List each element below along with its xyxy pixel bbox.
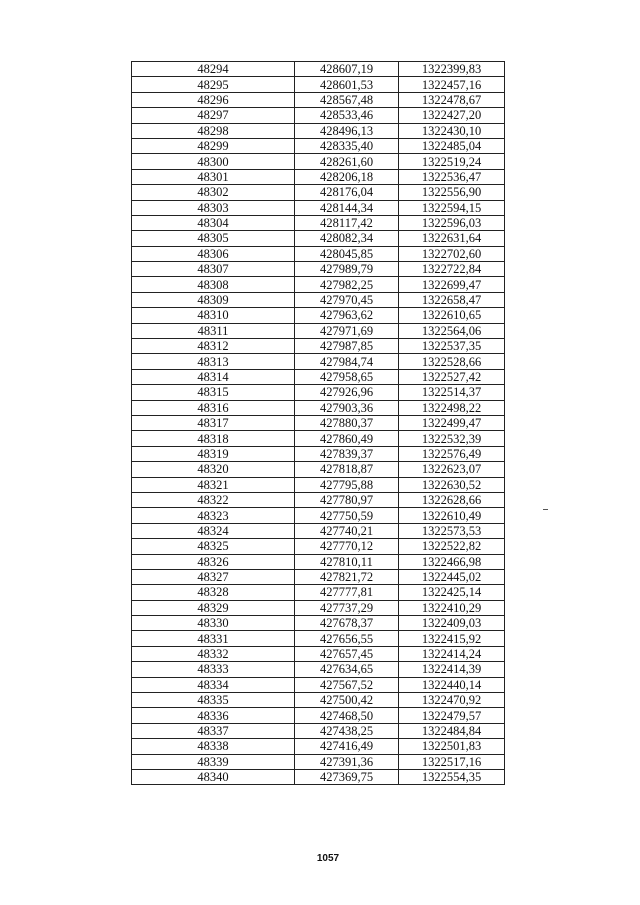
- x-coordinate-cell: 427880,37: [295, 415, 399, 430]
- table-row: [132, 123, 505, 138]
- y-coordinate-cell: 1322415,92: [399, 631, 505, 646]
- point-number-cell: 48318: [132, 431, 295, 446]
- table-row: [132, 262, 505, 277]
- x-coordinate-cell: 427500,42: [295, 693, 399, 708]
- x-coordinate-cell: 428176,04: [295, 185, 399, 200]
- x-coordinate-cell: 427989,79: [295, 262, 399, 277]
- y-coordinate-cell: 1322556,90: [399, 185, 505, 200]
- point-number-cell: 48328: [132, 585, 295, 600]
- x-coordinate-cell: 427740,21: [295, 523, 399, 538]
- table-row: [132, 769, 505, 784]
- point-number-cell: 48301: [132, 169, 295, 184]
- table-row: [132, 323, 505, 338]
- point-number-cell: 48297: [132, 108, 295, 123]
- point-number-cell: 48334: [132, 677, 295, 692]
- x-coordinate-cell: 427634,65: [295, 662, 399, 677]
- table-row: [132, 600, 505, 615]
- table-row: [132, 169, 505, 184]
- x-coordinate-cell: 427770,12: [295, 539, 399, 554]
- point-number-cell: 48316: [132, 400, 295, 415]
- table-row: [132, 385, 505, 400]
- y-coordinate-cell: 1322499,47: [399, 415, 505, 430]
- x-coordinate-cell: 428601,53: [295, 77, 399, 92]
- table-row: [132, 477, 505, 492]
- x-coordinate-cell: 427984,74: [295, 354, 399, 369]
- point-number-cell: 48310: [132, 308, 295, 323]
- point-number-cell: 48298: [132, 123, 295, 138]
- x-coordinate-cell: 427416,49: [295, 739, 399, 754]
- x-coordinate-cell: 428496,13: [295, 123, 399, 138]
- y-coordinate-cell: 1322498,22: [399, 400, 505, 415]
- point-number-cell: 48303: [132, 200, 295, 215]
- point-number-cell: 48326: [132, 554, 295, 569]
- table-row: [132, 77, 505, 92]
- x-coordinate-cell: 427810,11: [295, 554, 399, 569]
- point-number-cell: 48311: [132, 323, 295, 338]
- x-coordinate-cell: 428045,85: [295, 246, 399, 261]
- point-number-cell: 48338: [132, 739, 295, 754]
- y-coordinate-cell: 1322532,39: [399, 431, 505, 446]
- y-coordinate-cell: 1322485,04: [399, 138, 505, 153]
- x-coordinate-cell: 428144,34: [295, 200, 399, 215]
- x-coordinate-cell: 427958,65: [295, 369, 399, 384]
- y-coordinate-cell: 1322427,20: [399, 108, 505, 123]
- x-coordinate-cell: 427369,75: [295, 769, 399, 784]
- table-row: [132, 277, 505, 292]
- table-row: [132, 646, 505, 661]
- table-row: [132, 693, 505, 708]
- y-coordinate-cell: 1322528,66: [399, 354, 505, 369]
- y-coordinate-cell: 1322537,35: [399, 339, 505, 354]
- y-coordinate-cell: 1322399,83: [399, 62, 505, 77]
- y-coordinate-cell: 1322564,06: [399, 323, 505, 338]
- y-coordinate-cell: 1322519,24: [399, 154, 505, 169]
- x-coordinate-cell: 427795,88: [295, 477, 399, 492]
- table-row: [132, 339, 505, 354]
- x-coordinate-cell: 427971,69: [295, 323, 399, 338]
- table-row: [132, 492, 505, 507]
- x-coordinate-cell: 427777,81: [295, 585, 399, 600]
- table-row: [132, 523, 505, 538]
- table-row: [132, 708, 505, 723]
- x-coordinate-cell: 428567,48: [295, 92, 399, 107]
- table-row: [132, 662, 505, 677]
- point-number-cell: 48321: [132, 477, 295, 492]
- table-row: [132, 539, 505, 554]
- y-coordinate-cell: 1322425,14: [399, 585, 505, 600]
- x-coordinate-cell: 427926,96: [295, 385, 399, 400]
- y-coordinate-cell: 1322409,03: [399, 616, 505, 631]
- table-row: [132, 215, 505, 230]
- x-coordinate-cell: 427657,45: [295, 646, 399, 661]
- table-row: [132, 231, 505, 246]
- point-number-cell: 48294: [132, 62, 295, 77]
- x-coordinate-cell: 427567,52: [295, 677, 399, 692]
- y-coordinate-cell: 1322594,15: [399, 200, 505, 215]
- point-number-cell: 48340: [132, 769, 295, 784]
- y-coordinate-cell: 1322722,84: [399, 262, 505, 277]
- table-row: [132, 369, 505, 384]
- point-number-cell: 48299: [132, 138, 295, 153]
- y-coordinate-cell: 1322610,49: [399, 508, 505, 523]
- point-number-cell: 48306: [132, 246, 295, 261]
- coordinates-table-body: [132, 62, 505, 785]
- point-number-cell: 48324: [132, 523, 295, 538]
- y-coordinate-cell: 1322554,35: [399, 769, 505, 784]
- point-number-cell: 48337: [132, 723, 295, 738]
- x-coordinate-cell: 427839,37: [295, 446, 399, 461]
- point-number-cell: 48305: [132, 231, 295, 246]
- point-number-cell: 48339: [132, 754, 295, 769]
- x-coordinate-cell: 427987,85: [295, 339, 399, 354]
- table-row: [132, 723, 505, 738]
- point-number-cell: 48300: [132, 154, 295, 169]
- table-row: [132, 462, 505, 477]
- y-coordinate-cell: 1322440,14: [399, 677, 505, 692]
- point-number-cell: 48325: [132, 539, 295, 554]
- point-number-cell: 48312: [132, 339, 295, 354]
- table-row: [132, 415, 505, 430]
- table-row: [132, 246, 505, 261]
- table-row: [132, 754, 505, 769]
- point-number-cell: 48336: [132, 708, 295, 723]
- y-coordinate-cell: 1322702,60: [399, 246, 505, 261]
- y-coordinate-cell: 1322457,16: [399, 77, 505, 92]
- table-row: [132, 62, 505, 77]
- x-coordinate-cell: 427780,97: [295, 492, 399, 507]
- y-coordinate-cell: 1322514,37: [399, 385, 505, 400]
- table-row: [132, 92, 505, 107]
- point-number-cell: 48320: [132, 462, 295, 477]
- y-coordinate-cell: 1322631,64: [399, 231, 505, 246]
- point-number-cell: 48327: [132, 569, 295, 584]
- point-number-cell: 48315: [132, 385, 295, 400]
- y-coordinate-cell: 1322484,84: [399, 723, 505, 738]
- x-coordinate-cell: 428206,18: [295, 169, 399, 184]
- table-row: [132, 185, 505, 200]
- point-number-cell: 48295: [132, 77, 295, 92]
- x-coordinate-cell: 428117,42: [295, 215, 399, 230]
- table-row: [132, 631, 505, 646]
- table-row: [132, 616, 505, 631]
- x-coordinate-cell: 427656,55: [295, 631, 399, 646]
- table-row: [132, 292, 505, 307]
- x-coordinate-cell: 427468,50: [295, 708, 399, 723]
- y-coordinate-cell: 1322527,42: [399, 369, 505, 384]
- x-coordinate-cell: 427903,36: [295, 400, 399, 415]
- y-coordinate-cell: 1322478,67: [399, 92, 505, 107]
- y-coordinate-cell: 1322479,57: [399, 708, 505, 723]
- table-row: [132, 200, 505, 215]
- point-number-cell: 48332: [132, 646, 295, 661]
- y-coordinate-cell: 1322630,52: [399, 477, 505, 492]
- y-coordinate-cell: 1322430,10: [399, 123, 505, 138]
- point-number-cell: 48323: [132, 508, 295, 523]
- x-coordinate-cell: 427391,36: [295, 754, 399, 769]
- y-coordinate-cell: 1322517,16: [399, 754, 505, 769]
- point-number-cell: 48302: [132, 185, 295, 200]
- point-number-cell: 48331: [132, 631, 295, 646]
- y-coordinate-cell: 1322410,29: [399, 600, 505, 615]
- x-coordinate-cell: 428533,46: [295, 108, 399, 123]
- table-row: [132, 739, 505, 754]
- table-row: [132, 677, 505, 692]
- point-number-cell: 48329: [132, 600, 295, 615]
- table-row: [132, 431, 505, 446]
- point-number-cell: 48330: [132, 616, 295, 631]
- x-coordinate-cell: 428607,19: [295, 62, 399, 77]
- table-row: [132, 585, 505, 600]
- coordinates-table: [131, 61, 505, 785]
- y-coordinate-cell: 1322576,49: [399, 446, 505, 461]
- point-number-cell: 48333: [132, 662, 295, 677]
- y-coordinate-cell: 1322501,83: [399, 739, 505, 754]
- x-coordinate-cell: 428082,34: [295, 231, 399, 246]
- page-number: 1057: [316, 853, 340, 864]
- table-row: [132, 400, 505, 415]
- point-number-cell: 48319: [132, 446, 295, 461]
- point-number-cell: 48317: [132, 415, 295, 430]
- x-coordinate-cell: 427860,49: [295, 431, 399, 446]
- point-number-cell: 48307: [132, 262, 295, 277]
- point-number-cell: 48335: [132, 693, 295, 708]
- table-row: [132, 354, 505, 369]
- table-row: [132, 154, 505, 169]
- y-coordinate-cell: 1322623,07: [399, 462, 505, 477]
- y-coordinate-cell: 1322522,82: [399, 539, 505, 554]
- y-coordinate-cell: 1322596,03: [399, 215, 505, 230]
- point-number-cell: 48309: [132, 292, 295, 307]
- x-coordinate-cell: 427970,45: [295, 292, 399, 307]
- point-number-cell: 48304: [132, 215, 295, 230]
- x-coordinate-cell: 428335,40: [295, 138, 399, 153]
- x-coordinate-cell: 427737,29: [295, 600, 399, 615]
- x-coordinate-cell: 427678,37: [295, 616, 399, 631]
- y-coordinate-cell: 1322536,47: [399, 169, 505, 184]
- point-number-cell: 48296: [132, 92, 295, 107]
- x-coordinate-cell: 428261,60: [295, 154, 399, 169]
- x-coordinate-cell: 427750,59: [295, 508, 399, 523]
- x-coordinate-cell: 427963,62: [295, 308, 399, 323]
- point-number-cell: 48314: [132, 369, 295, 384]
- stray-mark: [543, 509, 548, 510]
- point-number-cell: 48313: [132, 354, 295, 369]
- y-coordinate-cell: 1322470,92: [399, 693, 505, 708]
- y-coordinate-cell: 1322414,39: [399, 662, 505, 677]
- y-coordinate-cell: 1322699,47: [399, 277, 505, 292]
- y-coordinate-cell: 1322445,02: [399, 569, 505, 584]
- x-coordinate-cell: 427982,25: [295, 277, 399, 292]
- table-row: [132, 308, 505, 323]
- x-coordinate-cell: 427818,87: [295, 462, 399, 477]
- y-coordinate-cell: 1322573,53: [399, 523, 505, 538]
- y-coordinate-cell: 1322658,47: [399, 292, 505, 307]
- y-coordinate-cell: 1322628,66: [399, 492, 505, 507]
- table-row: [132, 508, 505, 523]
- y-coordinate-cell: 1322414,24: [399, 646, 505, 661]
- table-row: [132, 554, 505, 569]
- table-row: [132, 138, 505, 153]
- point-number-cell: 48308: [132, 277, 295, 292]
- x-coordinate-cell: 427438,25: [295, 723, 399, 738]
- y-coordinate-cell: 1322466,98: [399, 554, 505, 569]
- table-row: [132, 446, 505, 461]
- point-number-cell: 48322: [132, 492, 295, 507]
- y-coordinate-cell: 1322610,65: [399, 308, 505, 323]
- table-row: [132, 569, 505, 584]
- x-coordinate-cell: 427821,72: [295, 569, 399, 584]
- table-row: [132, 108, 505, 123]
